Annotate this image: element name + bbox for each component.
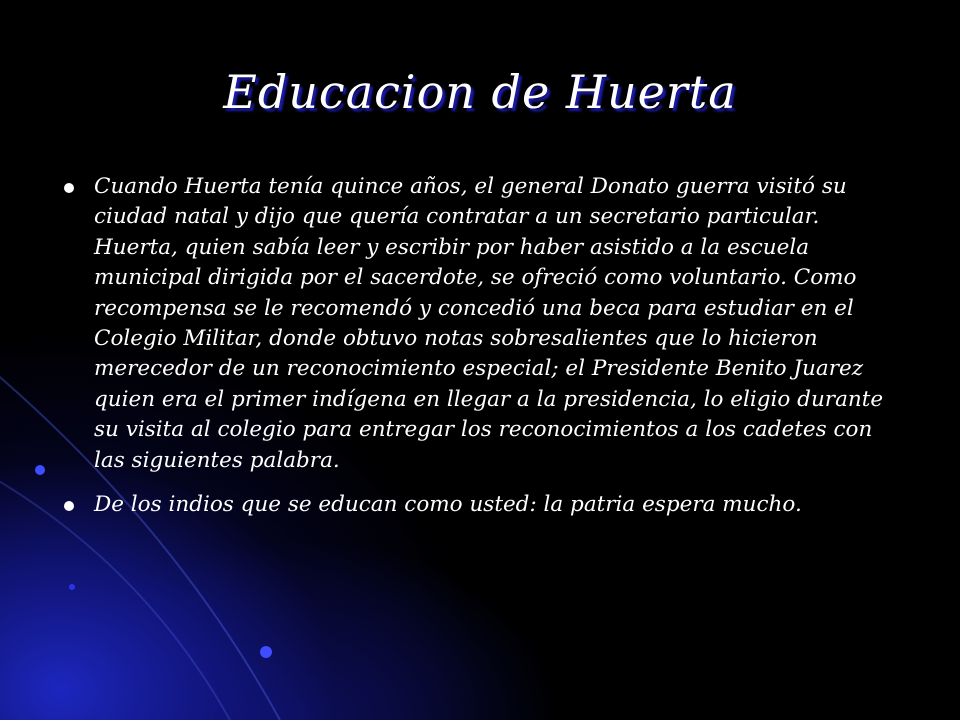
bullet-text: Cuando Huerta tenía quince años, el general Donato guerra visitó su ciudad natal y dijo que quería contratar a un secretario particular. Huerta, quien sabía leer y escribir por haber asistido a la escuela municipal dirigida por el sacerdote, se ofreció como voluntario. Como recompensa se le recomendó y concedió una beca para estudiar en el Colegio Militar, donde obtuvo notas sobresalientes que lo hicieron merecedor de un reconocimiento especial; el Presidente Benito Juarez quien era el primer indígena en llegar a la presidencia, lo eligio durante su visita al colegio para entregar los reconocimientos a los cadetes con las siguientes palabra. bbox=[94, 174, 884, 473]
orb bbox=[69, 584, 75, 590]
bullet-text: De los indios que se educan como usted: la patria espera mucho. bbox=[94, 492, 802, 518]
bullet-item bbox=[62, 172, 902, 476]
orb bbox=[35, 465, 45, 475]
bullet-item bbox=[62, 490, 902, 520]
bullet-dot-icon bbox=[64, 183, 74, 193]
slide-title: Educacion de Huerta bbox=[223, 65, 737, 119]
bullet-dot-icon bbox=[64, 501, 74, 511]
bullet-list bbox=[62, 172, 902, 534]
orb bbox=[260, 646, 272, 658]
